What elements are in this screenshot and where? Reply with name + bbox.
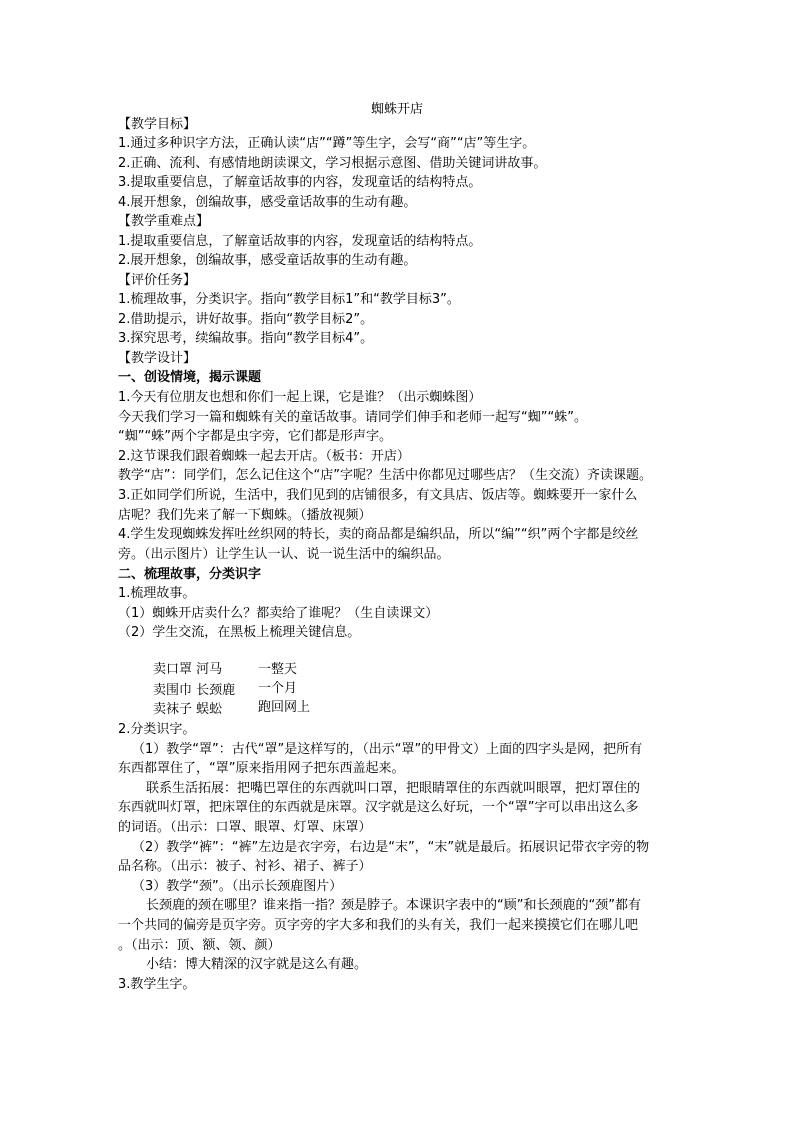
section-heading-design: 【教学设计】	[118, 351, 197, 366]
goal-line: 1.通过多种识字方法，正确认读“店”“蹲”等生字，会写“商”“店”等生字。	[118, 136, 536, 151]
paragraph-line: 教学“店”：同学们，怎么记住这个“店”字呢？生活中你都见过哪些店？（生交流）齐读课题。	[118, 468, 652, 483]
board-item: 卖围巾 长颈鹿	[153, 683, 236, 698]
paragraph-line: 2.分类识字。	[118, 722, 196, 737]
paragraph-line: 店呢？我们先来了解一下蜘蛛。（播放视频）	[118, 508, 372, 523]
paragraph-line: 的词语。（出示：口罩、眼罩、灯罩、床罩）	[118, 820, 372, 835]
paragraph-line: 3.正如同学们所说，生活中，我们见到的店铺很多，有文具店、饭店等。蜘蛛要开一家什么	[118, 488, 638, 503]
paragraph-line: 联系生活拓展：把嘴巴罩住的东西就叫口罩，把眼睛罩住的东西就叫眼罩，把灯罩住的	[146, 781, 641, 796]
paragraph-line: 今天我们学习一篇和蜘蛛有关的童话故事。请同学们伸手和老师一起写“蜘”“蛛”。	[118, 410, 587, 425]
paragraph-line: 2.这节课我们跟着蜘蛛一起去开店。（板书：开店）	[118, 449, 410, 464]
part-heading: 一、创设情境，揭示课题	[118, 370, 262, 385]
goal-line: 2.正确、流利、有感情地朗读课文，学习根据示意图、借助关键词讲故事。	[118, 156, 547, 171]
paragraph-line: 1.梳理故事。	[118, 586, 196, 601]
paragraph-line: （2）学生交流，在黑板上梳理关键信息。	[118, 625, 361, 640]
paragraph-line: 品名称。（出示：被子、衬衫、裙子、裤子）	[118, 859, 372, 874]
board-time: 跑回网上	[258, 700, 311, 715]
evaluation-line: 1.梳理故事，分类识字。指向“教学目标1”和“教学目标3”。	[118, 292, 460, 307]
key-point-line: 1.提取重要信息，了解童话故事的内容，发现童话的结构特点。	[118, 234, 482, 249]
paragraph-line: （1）蜘蛛开店卖什么？都卖给了谁呢？（生自读课文）	[118, 606, 439, 621]
part-heading: 二、梳理故事，分类识字	[118, 567, 262, 582]
paragraph-line: 。（出示：顶、额、领、颜）	[118, 938, 281, 953]
goal-line: 4.展开想象，创编故事，感受童话故事的生动有趣。	[118, 195, 417, 210]
paragraph-line: （3）教学“颈”。（出示长颈鹿图片）	[132, 879, 343, 894]
paragraph-line: 东西就叫灯罩，把床罩住的东西就是床罩。汉字就是这么好玩，一个“罩”字可以串出这么多	[118, 800, 639, 815]
key-point-line: 2.展开想象，创编故事，感受童话故事的生动有趣。	[118, 253, 417, 268]
paragraph-line: 长颈鹿的颈在哪里？谁来指一指？颈是脖子。本课识字表中的“顾”和长颈鹿的“颈”都有	[146, 898, 641, 913]
section-heading-evaluation: 【评价任务】	[118, 273, 197, 288]
board-item: 卖口罩 河马	[153, 662, 223, 677]
board-time: 一个月	[258, 681, 298, 696]
paragraph-line: 一个共同的偏旁是页字旁。页字旁的字大多和我们的头有关，我们一起来摸摸它们在哪儿吧	[118, 918, 639, 933]
paragraph-line: 东西都罩住了，“罩”原来指用网子把东西盖起来。	[118, 761, 405, 776]
document-title: 蜘蛛开店	[370, 102, 423, 117]
paragraph-line: （2）教学“裤”：“裤”左边是衣字旁，右边是“末”，“末”就是最后。拓展识记带衣字旁的物	[132, 840, 650, 855]
paragraph-line: 小结：博大精深的汉字就是这么有趣。	[146, 957, 368, 972]
paragraph-line: 3.教学生字。	[118, 977, 196, 992]
board-item: 卖袜子 蜈蚣	[153, 702, 223, 717]
paragraph-line: “蜘”“蛛”两个字都是虫字旁，它们都是形声字。	[118, 429, 392, 444]
board-time: 一整天	[258, 662, 298, 677]
paragraph-line: （1）教学“罩”：古代“罩”是这样写的，（出示“罩”的甲骨文）上面的四字头是网，把所有	[132, 742, 643, 757]
evaluation-line: 3.探究思考，续编故事。指向“教学目标4”。	[118, 331, 374, 346]
paragraph-line: 旁。（出示图片）让学生认一认、说一说生活中的编织品。	[118, 547, 450, 562]
goal-line: 3.提取重要信息，了解童话故事的内容，发现童话的结构特点。	[118, 175, 482, 190]
section-heading-teaching-goals: 【教学目标】	[118, 117, 197, 132]
paragraph-line: 4.学生发现蜘蛛发挥吐丝织网的特长，卖的商品都是编织品，所以“编”“织”两个字都是绞丝	[118, 527, 639, 542]
paragraph-line: 1.今天有位朋友也想和你们一起上课，它是谁？（出示蜘蛛图）	[118, 390, 482, 405]
section-heading-key-points: 【教学重难点】	[118, 214, 210, 229]
evaluation-line: 2.借助提示，讲好故事。指向“教学目标2”。	[118, 312, 374, 327]
